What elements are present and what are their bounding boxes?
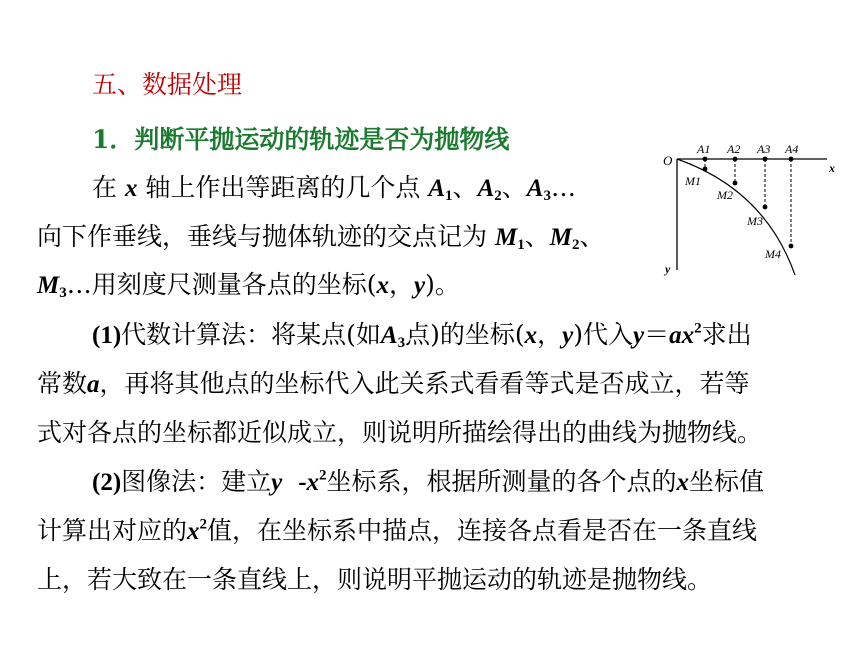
y-axis-label: y	[665, 262, 671, 276]
intro-line-1: 在 x 轴上作出等距离的几个点 $A_1$、$A_2$、$A_3\dots$	[92, 173, 576, 204]
intro-line-2: 向下作垂线，垂线与抛体轨迹的交点记为 $M_1$、$M_2$、	[37, 222, 605, 253]
label-m4: M4	[765, 247, 781, 261]
label-m1: M1	[685, 174, 701, 188]
label-a2: A2	[727, 142, 741, 156]
para2-line-1: (2)图像法：建立y $-x^2$坐标系，根据所测量的各个点的x坐标值	[92, 467, 765, 496]
point-a3	[763, 157, 768, 162]
para1-line-1: (1)代数计算法：将某点(如$A_3$点)的坐标(x，y)代入$y=ax^2$求出	[92, 320, 752, 351]
label-a1: A1	[697, 142, 711, 156]
section-title: 五、数据处理	[92, 70, 243, 99]
para2-line-3: 上，若大致在一条直线上，则说明平抛运动的轨迹是抛物线。	[37, 565, 713, 594]
point-a4	[789, 157, 794, 162]
label-m3: M3	[747, 214, 763, 228]
label-a3: A3	[757, 142, 771, 156]
para1-line-3: 式对各点的坐标都近似成立，则说明所描绘得出的曲线为抛物线。	[37, 418, 763, 447]
origin-label: O	[663, 153, 673, 168]
point-m4	[789, 244, 794, 249]
subsection-title: 1．判断平抛运动的轨迹是否为抛物线	[92, 125, 510, 154]
label-m2: M2	[717, 188, 733, 202]
x-axis-label: x	[829, 161, 835, 175]
trajectory-figure	[655, 135, 840, 280]
label-a4: A4	[785, 142, 799, 156]
point-m3	[763, 205, 768, 210]
para1-line-2: 常数a，再将其他点的坐标代入此关系式看看等式是否成立，若等	[37, 369, 750, 398]
point-a2	[733, 157, 738, 162]
para2-line-2: 计算出对应的$x^2$值，在坐标系中描点，连接各点看是否在一条直线	[37, 516, 758, 545]
point-m1	[703, 167, 708, 172]
intro-line-3: $M_3\dots$用刻度尺测量各点的坐标(x，y)。	[37, 270, 460, 301]
point-a1	[703, 157, 708, 162]
point-m2	[733, 181, 738, 186]
